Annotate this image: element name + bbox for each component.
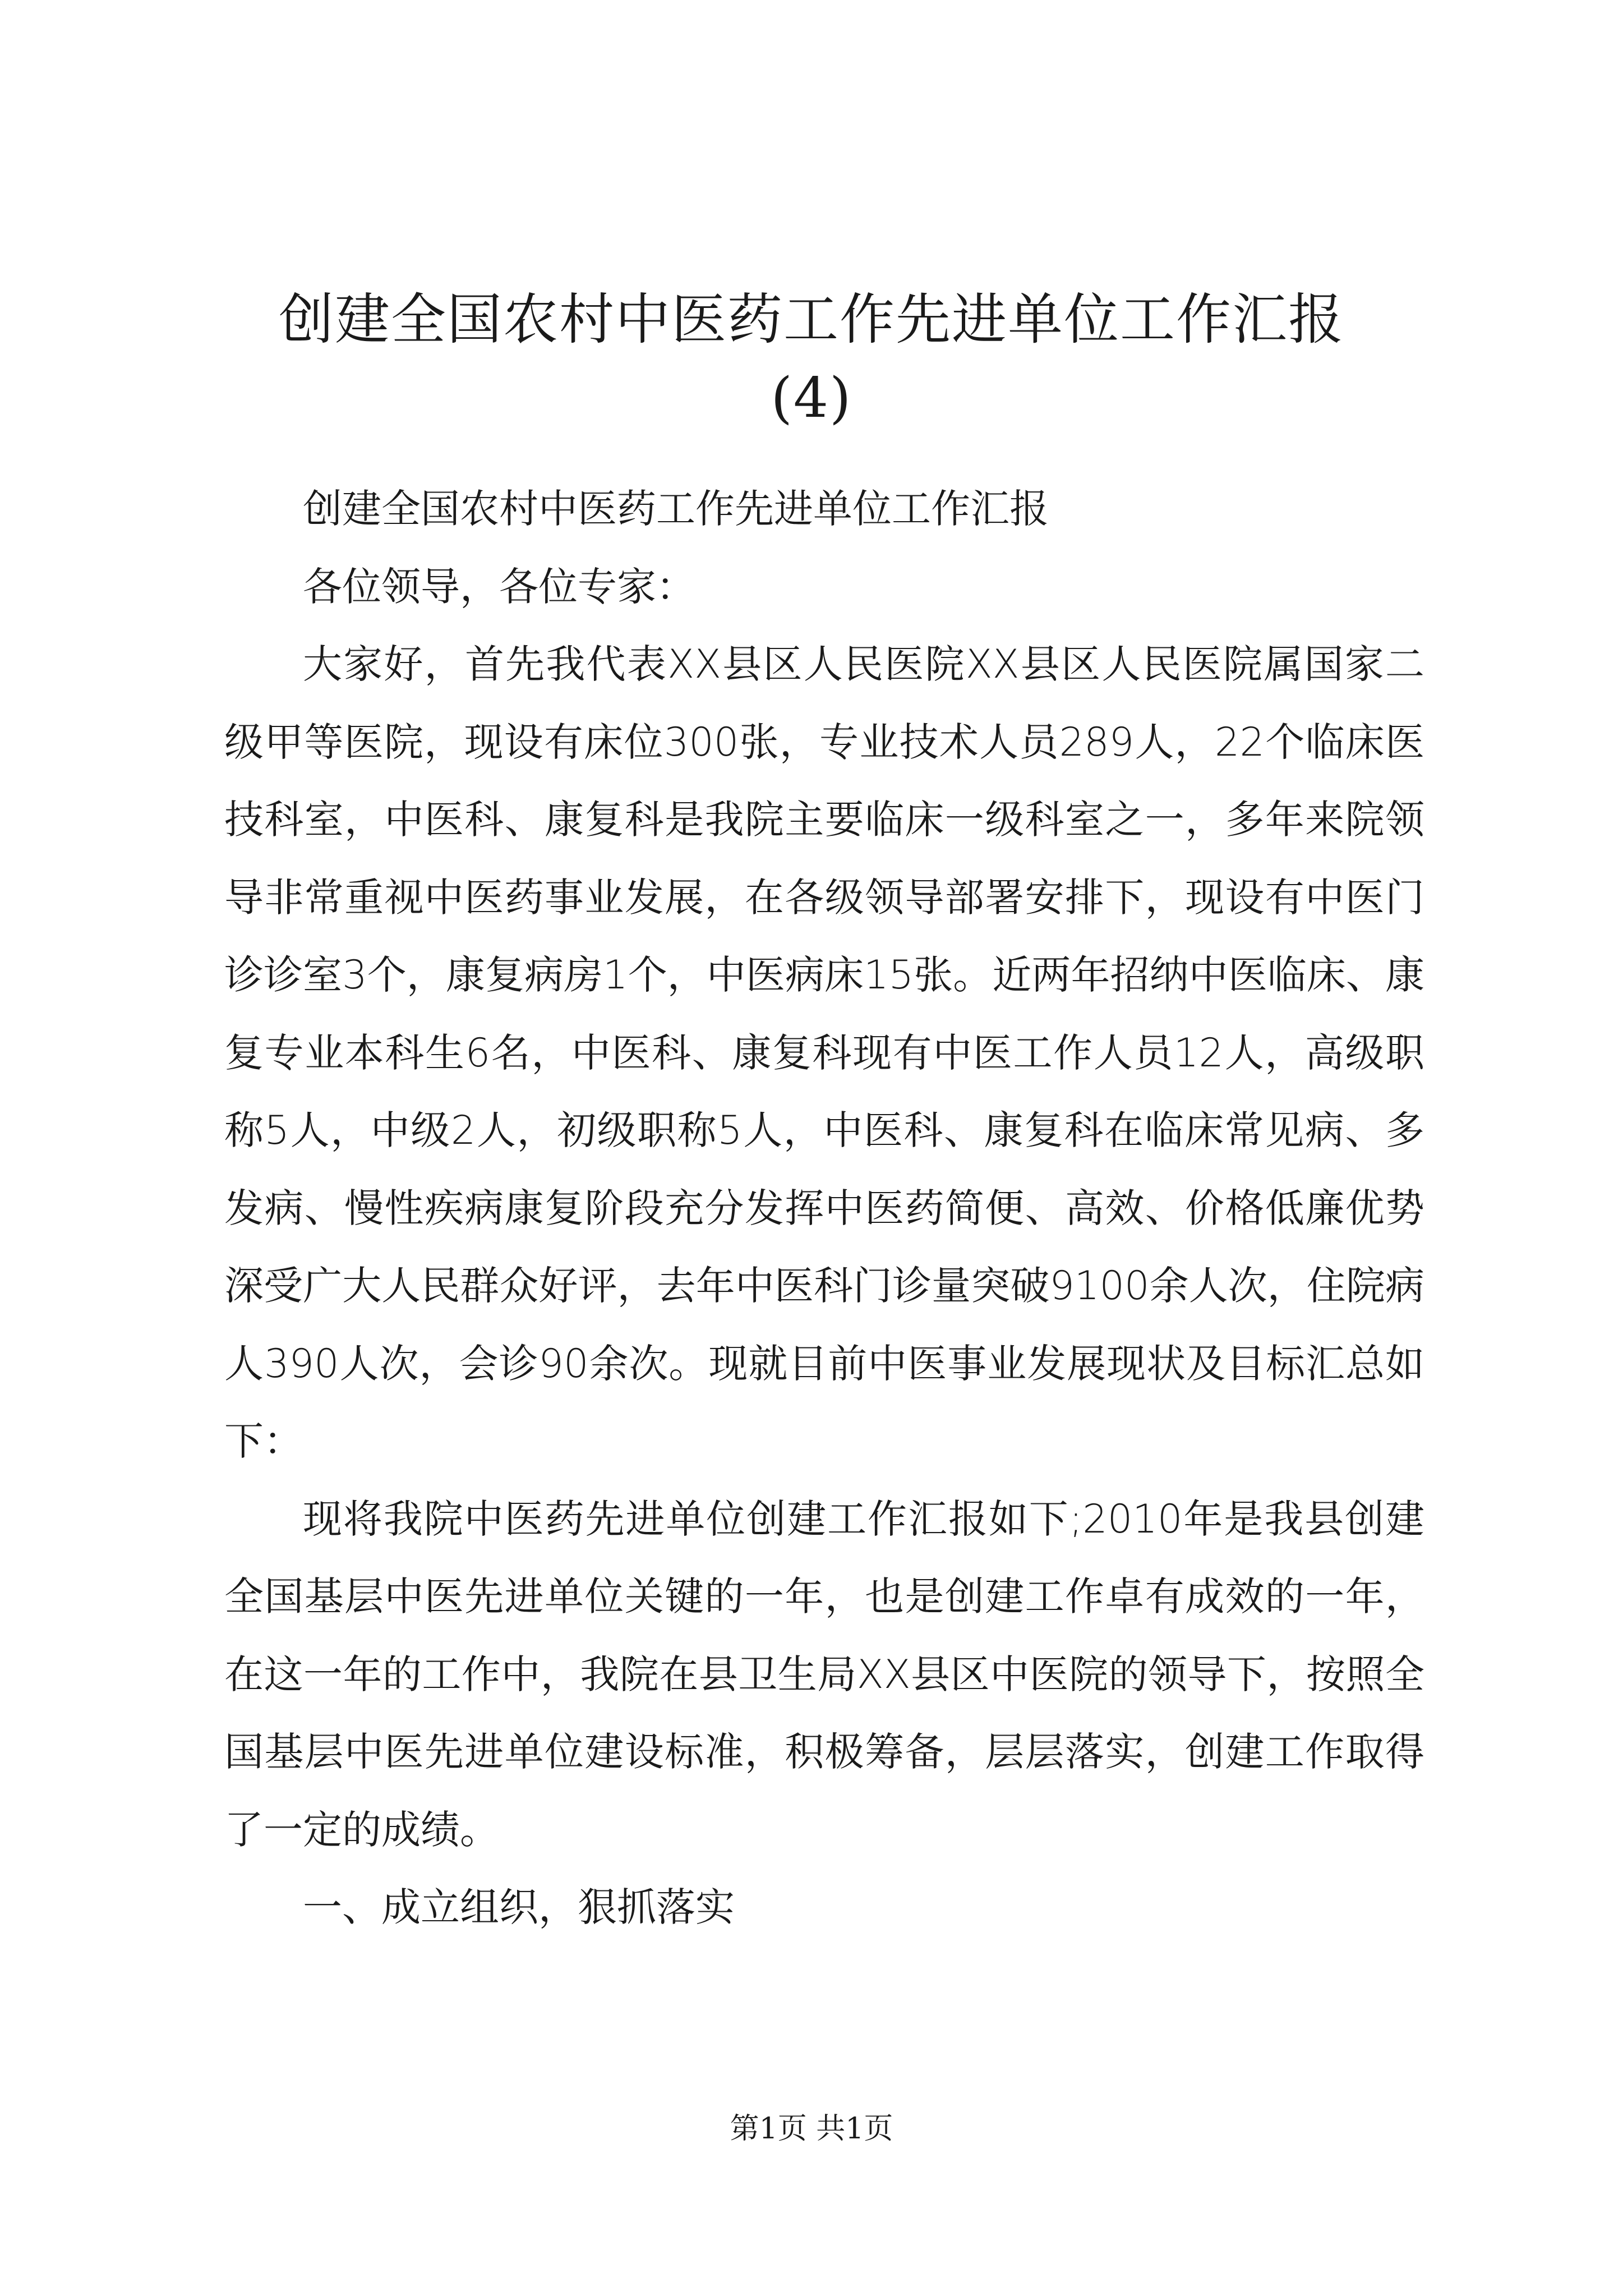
- paragraph-summary: 现将我院中医药先进单位创建工作汇报如下;2010年是我县创建全国基层中医先进单位关键的一年，也是创建工作卓有成效的一年，在这一年的工作中，我院在县卫生局XX县区中医院的领导下，按照全国基层中医先进单位建设标准，积极筹备，层层落实，创建工作取得了一定的成绩。: [224, 1496, 1424, 1853]
- paragraph-introduction: 大家好，首先我代表XX县区人民医院XX县区人民医院属国家二级甲等医院，现设有床位300张，专业技术人员289人，22个临床医技科室，中医科、康复科是我院主要临床一级科室之一，多年来院领导非常重视中医药事业发展，在各级领导部署安排下，现设有中医门诊诊室3个，康复病房1个，中医病床15张。近两年招纳中医临床、康复专业本科生6名，中医科、康复科现有中医工作人员12人，高级职称5人，中级2人，初级职称5人，中医科、康复科在临床常见病、多发病、慢性疾病康复阶段充分发挥中医药简便、高效、价格低廉优势深受广大人民群众好评，去年中医科门诊量突破9100余人次，住院病人390人次，会诊90余次。现就目前中医事业发展现状及目标汇总如下：: [224, 641, 1424, 1464]
- title-line-2: (4): [771, 366, 852, 430]
- document-title: [213, 280, 1410, 438]
- paragraph-salutation: 各位领导，各位专家：: [303, 563, 695, 610]
- page-footer: 第1页 共1页: [730, 2112, 893, 2146]
- title-line-1: 创建全国农村中医药工作先进单位工作汇报: [278, 288, 1344, 352]
- section-heading-1: 一、成立组织，狠抓落实: [303, 1884, 735, 1930]
- document-body: [224, 470, 1424, 1947]
- paragraph-subtitle: 创建全国农村中医药工作先进单位工作汇报: [303, 486, 1049, 532]
